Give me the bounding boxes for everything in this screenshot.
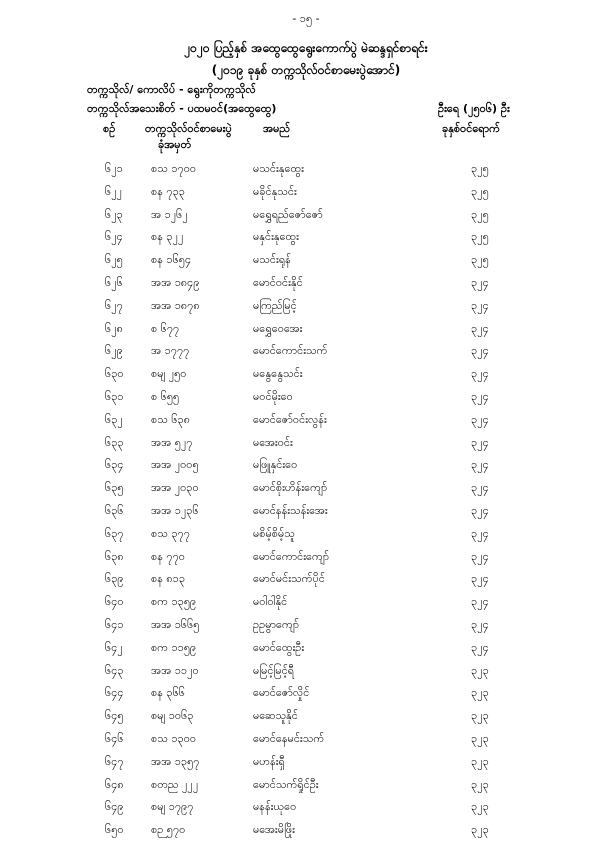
table-row (0, 322, 612, 345)
row-number: ၆၃၄ (105, 458, 124, 472)
person-name: မမြင့်မြင့်ရီ (253, 663, 295, 677)
person-name: မဝင်မိုးဝေ (253, 389, 293, 403)
table-row (0, 641, 612, 664)
amount: ၃၂၄ (471, 321, 489, 335)
person-name: ဥဥမွာကျော် (253, 617, 300, 631)
exam-id: စသ ၆၃၈ (151, 412, 190, 426)
person-name: မောင်ဝင်းနိုင် (253, 275, 303, 289)
table-row (0, 823, 612, 846)
person-name: မနွေနွေသင်း (253, 367, 303, 381)
exam-id: စမျ ၁၀၆၃ (151, 709, 194, 723)
amount: ၃၂၃ (471, 800, 489, 814)
row-number: ၆၂၁ (105, 162, 123, 175)
person-name: မောင်နေမင်းသက် (253, 731, 325, 745)
table-row (0, 230, 612, 253)
person-name: မဟန်းရှီ (253, 754, 285, 768)
row-number: ၆၄၈ (105, 777, 124, 791)
exam-id: စမျ ၂၅၀ (151, 367, 187, 381)
table-row (0, 755, 612, 778)
amount: ၃၂၄ (471, 298, 489, 312)
table-row (0, 367, 612, 390)
table-row (0, 185, 612, 208)
amount: ၃၂၄ (471, 640, 489, 654)
exam-id: အအ ၅၂၇ (151, 435, 193, 449)
amount: ၃၂၄ (471, 595, 489, 609)
amount: ၃၂၄ (471, 481, 489, 495)
row-number: ၆၃၃ (105, 435, 124, 449)
exam-id: စသ ၁၃၀၀ (151, 731, 197, 745)
table-row (0, 253, 612, 276)
table-row (0, 709, 612, 732)
amount: ၃၂၄ (471, 435, 489, 449)
amount: ၃၂၃ (471, 709, 489, 723)
document-subtitle: (၂၀၁၉ ခုနှစ် တက္ကသိုလ်ဝင်စာမေးပွဲအောင်) (211, 63, 401, 77)
table-row (0, 595, 612, 618)
row-number: ၆၄၆ (105, 731, 124, 745)
exam-id: စန ၇၇၀ (151, 549, 185, 563)
amount: ၃၂၅ (471, 253, 489, 267)
amount: ၃၂၃ (471, 731, 489, 745)
exam-id: အအ ၁၂၃၆ (151, 503, 199, 517)
table-row (0, 344, 612, 367)
person-name: မအေးမိဖြိုး (253, 823, 295, 837)
amount: ၃၂၄ (471, 367, 489, 381)
person-name: မောင်ကောင်းကျော် (253, 549, 330, 563)
column-header-name: အမည် (263, 122, 291, 135)
row-number: ၆၄၉ (105, 800, 124, 814)
person-name: မောင်ဇော်ဝင်းလွန်း (253, 412, 327, 426)
table-row (0, 299, 612, 322)
row-number: ၆၂၃ (105, 207, 123, 221)
row-number: ၆၄၇ (105, 754, 124, 768)
column-header-id: တက္ကသိုလ်ဝင်စာမေးပွဲ (145, 122, 232, 135)
amount: ၃၂၃ (471, 686, 489, 700)
table-row (0, 436, 612, 459)
row-number: ၆၂၄ (105, 230, 123, 244)
table-row (0, 778, 612, 801)
row-number: ၆၄၀ (105, 595, 124, 609)
amount: ၃၂၅ (471, 207, 489, 221)
table-row (0, 618, 612, 641)
row-number: ၆၃၈ (105, 549, 124, 563)
table-row (0, 481, 612, 504)
amount: ၃၂၄ (471, 503, 489, 517)
column-header-amount: ခုနှစ်ဝင်ရောက် (442, 122, 500, 135)
person-name: မနှင်းနုထွေး (253, 230, 299, 244)
exam-id: စန ၃၂၂ (151, 230, 184, 244)
person-name: မဝါဝါနိုင် (253, 595, 288, 609)
amount: ၃၂၄ (471, 344, 489, 358)
table-row (0, 458, 612, 481)
exam-id: စဉ ၅၇၀ (151, 823, 186, 837)
amount: ၃၂၄ (471, 458, 489, 472)
exam-id: စန ၁၆၅၄ (151, 253, 192, 267)
row-number: ၆၃၆ (105, 503, 124, 517)
row-number: ၆၃၂ (105, 412, 123, 426)
table-row (0, 550, 612, 573)
amount: ၃၂၃ (471, 823, 489, 837)
table-row (0, 572, 612, 595)
person-name: မစိမ့်စိမ့်သူ (253, 526, 295, 540)
row-number: ၆၃၁ (105, 389, 124, 403)
exam-id: စ ၆၅၅ (151, 389, 180, 403)
person-name: မရွှေရည်ဇော်ဇော် (253, 207, 323, 221)
table-row (0, 664, 612, 687)
roster-table (0, 162, 612, 846)
total-count: ဦးရေ (၂၅၀၆) ဦး (438, 102, 510, 115)
row-number: ၆၂၇ (105, 298, 123, 312)
amount: ၃၂၄ (471, 549, 489, 563)
person-name: မကြည်မြင့် (253, 298, 297, 312)
person-name: မောင်နန်းသန်းအေး (253, 503, 328, 517)
amount: ၃၂၃ (471, 777, 489, 791)
exam-id: အအ ၂၀၀၅ (151, 458, 199, 472)
exam-id: အ ၁၂၆၂ (151, 207, 188, 221)
amount: ၃၂၄ (471, 572, 489, 586)
person-name: မဖြူနှင်းဝေ (253, 458, 298, 472)
row-number: ၆၄၁ (105, 617, 124, 631)
amount: ၃၂၄ (471, 526, 489, 540)
row-number: ၆၄၅ (105, 709, 124, 723)
table-row (0, 686, 612, 709)
exam-id: စတည ၂၂၂ (151, 777, 199, 791)
exam-id: စန ၃၆၆ (151, 686, 185, 700)
amount: ၃၂၃ (471, 754, 489, 768)
table-row (0, 800, 612, 823)
exam-id: အ ၁၇၇၇ (151, 344, 190, 358)
page-number: - ၁၅ - (292, 12, 320, 25)
person-name: မောင်ဇော်လှိုင် (253, 686, 310, 700)
person-name: မဆေသူနိုင် (253, 709, 298, 723)
category-line: တက္ကသိုလ်အသေးစိတ် - ပထမဝင်(အထွေထွေ) (87, 102, 277, 115)
table-row (0, 208, 612, 231)
row-number: ၆၄၃ (105, 663, 124, 677)
exam-id: စမျ ၁၇၉၇ (151, 800, 194, 814)
exam-id: စသ ၃၇၇ (151, 526, 190, 540)
person-name: မသင်းနုထွေး (253, 162, 304, 175)
person-name: မောင်ထွေးဦး (253, 640, 305, 654)
person-name: မောင်မင်းသက်ပိုင် (253, 572, 325, 586)
document-title: ၂၀၂၀ ပြည့်နှစ် အထွေထွေရွေးကောက်ပွဲ မဲဆန္ဒရှင်စာရင်း (184, 41, 428, 55)
table-row (0, 162, 612, 185)
person-name: မောင်သက်ရှိုင်ဦး (253, 777, 319, 791)
exam-id: စက ၁၁၅၉ (151, 640, 197, 654)
exam-id: စက ၁၃၅၉ (151, 595, 197, 609)
row-number: ၆၂၈ (105, 321, 123, 335)
exam-id: စ ၆၇၇ (151, 321, 180, 335)
table-row (0, 413, 612, 436)
amount: ၃၂၅ (471, 184, 489, 198)
exam-id: အအ ၁၈၄၉ (151, 275, 200, 289)
person-name: မသင်းရုန် (253, 253, 291, 267)
exam-id: အအ ၁၁၂၀ (151, 663, 199, 677)
table-row (0, 390, 612, 413)
person-name: မနန်းယုဝေ (253, 800, 297, 814)
amount: ၃၂၄ (471, 617, 489, 631)
table-row (0, 732, 612, 755)
row-number: ၆၂၂ (105, 184, 122, 198)
exam-id: အအ ၂၀၃၀ (151, 481, 199, 495)
row-number: ၆၄၄ (105, 686, 124, 700)
row-number: ၆၃၇ (105, 526, 124, 540)
row-number: ၆၂၆ (105, 275, 123, 289)
table-row (0, 276, 612, 299)
person-name: မခိုင်နုသင်း (253, 184, 297, 198)
person-name: မောင်ကောင်းသက် (253, 344, 328, 358)
exam-id: စသ ၁၇၀၀ (151, 162, 197, 175)
person-name: မရွှေဝေအေး (253, 321, 303, 335)
row-number: ၆၂၉ (105, 344, 123, 358)
amount: ၃၂၃ (471, 663, 489, 677)
exam-id: အအ ၁၈၇၈ (151, 298, 200, 312)
amount: ၃၂၅ (471, 162, 489, 175)
row-number: ၆၃၀ (105, 367, 124, 381)
person-name: မောင်စိုးဟိန်းကျော် (253, 481, 328, 495)
university-line: တက္ကသိုလ်/ ကောလိပ် - ရွေးကိုတက္ကသိုလ် (87, 83, 256, 96)
column-header-no: စဉ် (103, 122, 116, 135)
amount: ၃၂၅ (471, 230, 489, 244)
row-number: ၆၂၅ (105, 253, 123, 267)
amount: ၃၂၄ (471, 275, 489, 289)
exam-id: စန ၈၁၃ (151, 572, 186, 586)
person-name: မအေးဝင်း (253, 435, 293, 449)
row-number: ၆၃၉ (105, 572, 124, 586)
row-number: ၆၅၀ (105, 823, 124, 837)
table-row (0, 504, 612, 527)
row-number: ၆၄၂ (105, 640, 123, 654)
column-header-id-line2: ခုံအမှတ် (158, 138, 192, 151)
exam-id: အအ ၁၃၅၇ (151, 754, 200, 768)
exam-id: အအ ၁၆၆၅ (151, 617, 200, 631)
table-row (0, 527, 612, 550)
amount: ၃၂၄ (471, 389, 489, 403)
row-number: ၆၃၅ (105, 481, 124, 495)
exam-id: စန ၇၃၃ (151, 184, 185, 198)
amount: ၃၂၄ (471, 412, 489, 426)
